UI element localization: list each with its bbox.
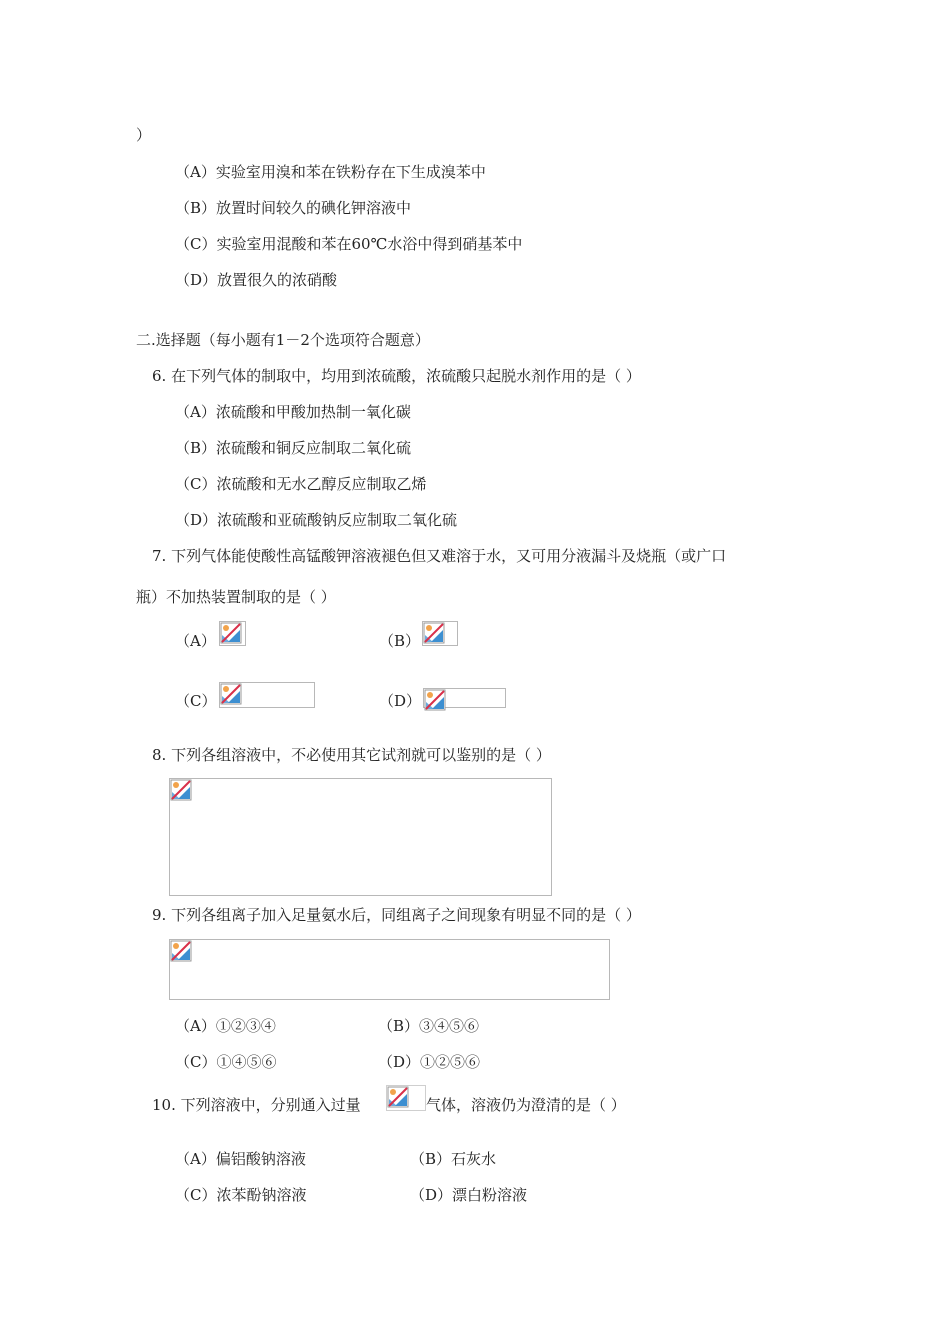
q5-option-b: （B）放置时间较久的碘化钾溶液中: [175, 199, 412, 217]
q8-options-image: [169, 778, 552, 896]
q5-stem-tail: ）: [136, 126, 152, 144]
q7-option-d-image: [423, 688, 506, 708]
q6-option-a: （A）浓硫酸和甲酸加热制一氧化碳: [175, 403, 411, 421]
q10-option-d: （D）漂白粉溶液: [410, 1186, 528, 1204]
q7-option-c-image: [219, 682, 315, 708]
broken-image-icon: [387, 1086, 409, 1108]
broken-image-icon: [220, 683, 242, 705]
q6-option-d: （D）浓硫酸和亚硫酸钠反应制取二氧化硫: [175, 511, 458, 529]
q10-option-c: （C）浓苯酚钠溶液: [175, 1186, 307, 1204]
q5-option-c: （C）实验室用混酸和苯在60℃水浴中得到硝基苯中: [175, 235, 523, 253]
q6-option-c: （C）浓硫酸和无水乙醇反应制取乙烯: [175, 475, 427, 493]
q10-stem-after: 气体，溶液仍为澄清的是（ ）: [426, 1096, 626, 1114]
q9-ions-image: [169, 939, 610, 1000]
q7-option-a-label: （A）: [175, 632, 216, 650]
q10-option-b: （B）石灰水: [410, 1150, 497, 1168]
q10-gas-formula-image: [386, 1085, 426, 1111]
q5-option-d: （D）放置很久的浓硝酸: [175, 271, 338, 289]
q9-option-c: （C）①④⑤⑥: [175, 1053, 277, 1071]
q10-option-a: （A）偏铝酸钠溶液: [175, 1150, 306, 1168]
q9-stem: 9. 下列各组离子加入足量氨水后，同组离子之间现象有明显不同的是（ ）: [152, 906, 641, 924]
q9-option-d: （D）①②⑤⑥: [378, 1053, 481, 1071]
q7-stem-line2: 瓶）不加热装置制取的是（ ）: [136, 588, 336, 606]
q7-option-a-image: [219, 621, 246, 646]
broken-image-icon: [220, 622, 242, 644]
q5-option-a: （A）实验室用溴和苯在铁粉存在下生成溴苯中: [175, 163, 486, 181]
q6-option-b: （B）浓硫酸和铜反应制取二氧化硫: [175, 439, 412, 457]
section-title: 二.选择题（每小题有1－2个选项符合题意）: [136, 331, 430, 349]
q7-stem-line1: 7. 下列气体能使酸性高锰酸钾溶液褪色但又难溶于水，又可用分液漏斗及烧瓶（或广口: [152, 547, 727, 565]
q7-option-b-label: （B）: [379, 632, 421, 650]
q8-stem: 8. 下列各组溶液中，不必使用其它试剂就可以鉴别的是（ ）: [152, 746, 551, 764]
q7-option-b-image: [422, 621, 458, 646]
q7-option-c-label: （C）: [175, 692, 217, 710]
broken-image-icon: [170, 940, 192, 962]
q9-option-b: （B）③④⑤⑥: [378, 1017, 480, 1035]
broken-image-icon: [170, 779, 192, 801]
broken-image-icon: [423, 622, 445, 644]
q7-option-d-label: （D）: [379, 692, 422, 710]
q10-stem-before: 10. 下列溶液中，分别通入过量: [152, 1096, 361, 1114]
q9-option-a: （A）①②③④: [175, 1017, 276, 1035]
broken-image-icon: [424, 689, 446, 711]
q6-stem: 6. 在下列气体的制取中，均用到浓硫酸，浓硫酸只起脱水剂作用的是（ ）: [152, 367, 641, 385]
